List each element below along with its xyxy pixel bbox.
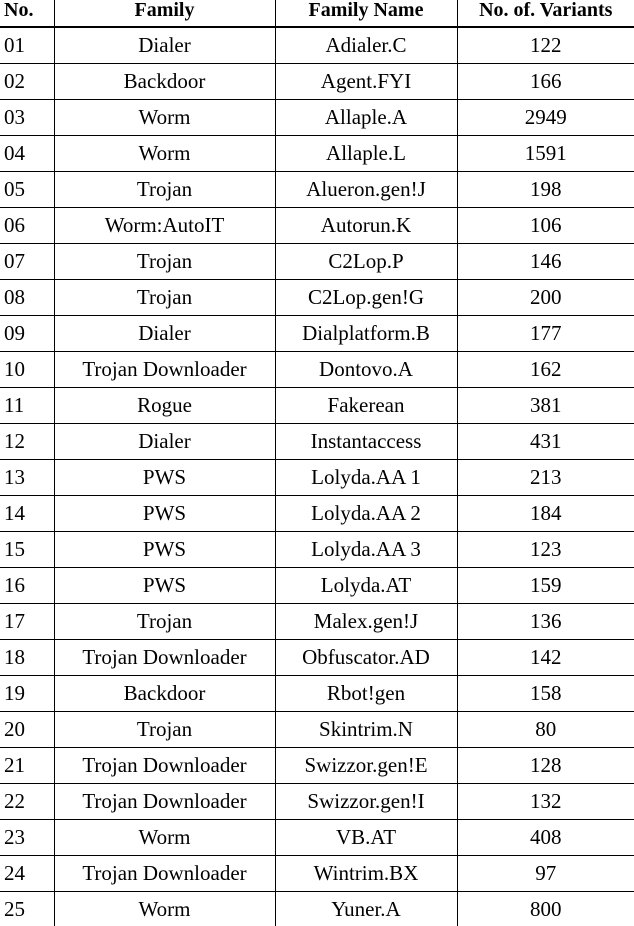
cell-no: 22 bbox=[0, 784, 54, 820]
table-row bbox=[0, 784, 634, 820]
header-row bbox=[0, 0, 634, 27]
cell-family: Worm:AutoIT bbox=[54, 208, 275, 244]
cell-variants: 2949 bbox=[457, 100, 634, 136]
cell-no: 05 bbox=[0, 172, 54, 208]
cell-no: 04 bbox=[0, 136, 54, 172]
table-row bbox=[0, 280, 634, 316]
table-row bbox=[0, 100, 634, 136]
cell-variants: 97 bbox=[457, 856, 634, 892]
cell-no: 25 bbox=[4, 897, 25, 921]
cell-family-name: C2Lop.P bbox=[275, 244, 457, 280]
table-row bbox=[0, 856, 634, 892]
cell-family-name: Rbot!gen bbox=[275, 676, 457, 712]
table-row bbox=[0, 532, 634, 568]
cell-no: 06 bbox=[0, 208, 54, 244]
cell-variants: 80 bbox=[457, 712, 634, 748]
cell-variants: 162 bbox=[457, 352, 634, 388]
cell-family: Dialer bbox=[54, 316, 275, 352]
cell-family: Backdoor bbox=[54, 676, 275, 712]
cell-family: Trojan Downloader bbox=[54, 640, 275, 676]
cell-family-name: Adialer.C bbox=[275, 27, 457, 64]
cell-no: 10 bbox=[0, 352, 54, 388]
cell-family-name: Malex.gen!J bbox=[275, 604, 457, 640]
cell-variants: 106 bbox=[457, 208, 634, 244]
cell-family-name: Wintrim.BX bbox=[275, 856, 457, 892]
cell-family-name: Dontovo.A bbox=[275, 352, 457, 388]
cell-variants: 200 bbox=[457, 280, 634, 316]
table-row bbox=[0, 64, 634, 100]
cell-family: Rogue bbox=[54, 388, 275, 424]
cell-variants: 136 bbox=[457, 604, 634, 640]
cell-family-name: Lolyda.AA 2 bbox=[275, 496, 457, 532]
cell-variants: 146 bbox=[457, 244, 634, 280]
cell-family-name: Instantaccess bbox=[275, 424, 457, 460]
cell-variants: 177 bbox=[457, 316, 634, 352]
cell-family: Trojan Downloader bbox=[54, 748, 275, 784]
table-row bbox=[0, 820, 634, 856]
cell-variants: 132 bbox=[457, 784, 634, 820]
cell-variants: 431 bbox=[457, 424, 634, 460]
cell-no: 13 bbox=[0, 460, 54, 496]
cell-family-name: Fakerean bbox=[275, 388, 457, 424]
cell-variants: 166 bbox=[457, 64, 634, 100]
cell-family: Worm bbox=[54, 136, 275, 172]
cell-family-name: VB.AT bbox=[275, 820, 457, 856]
cell-no: 07 bbox=[0, 244, 54, 280]
table-row bbox=[0, 604, 634, 640]
cell-variants: 381 bbox=[457, 388, 634, 424]
cell-variants: 213 bbox=[457, 460, 634, 496]
header-family-name: Family Name bbox=[275, 0, 457, 27]
cell-family: Dialer bbox=[54, 27, 275, 64]
cell-variants: 123 bbox=[457, 532, 634, 568]
cell-family-name: Lolyda.AA 3 bbox=[275, 532, 457, 568]
table-row bbox=[0, 640, 634, 676]
cell-variants: 184 bbox=[457, 496, 634, 532]
cell-variants: 1591 bbox=[457, 136, 634, 172]
cell-family-name: C2Lop.gen!G bbox=[275, 280, 457, 316]
cell-family: Worm bbox=[54, 100, 275, 136]
cell-no: 12 bbox=[0, 424, 54, 460]
cell-family-name: Swizzor.gen!I bbox=[275, 784, 457, 820]
cell-variants: 158 bbox=[457, 676, 634, 712]
header-family: Family bbox=[54, 0, 275, 27]
cell-family-name: Obfuscator.AD bbox=[275, 640, 457, 676]
cell-family-name: Alueron.gen!J bbox=[275, 172, 457, 208]
cell-no: 09 bbox=[0, 316, 54, 352]
table-row bbox=[0, 388, 634, 424]
cell-family: Trojan Downloader bbox=[54, 352, 275, 388]
cell-family: Worm bbox=[54, 820, 275, 856]
table-row bbox=[0, 208, 634, 244]
cell-family: PWS bbox=[54, 460, 275, 496]
cell-family-name: Skintrim.N bbox=[275, 712, 457, 748]
cell-family: Dialer bbox=[54, 424, 275, 460]
table-row bbox=[0, 568, 634, 604]
cell-no: 19 bbox=[0, 676, 54, 712]
cell-no: 16 bbox=[0, 568, 54, 604]
cell-family-name: Allaple.A bbox=[275, 100, 457, 136]
cell-family: Trojan bbox=[54, 280, 275, 316]
table-row bbox=[0, 496, 634, 532]
table-body bbox=[0, 27, 634, 926]
cell-no: 02 bbox=[0, 64, 54, 100]
cell-no: 18 bbox=[0, 640, 54, 676]
header-no: No. bbox=[0, 0, 54, 27]
table-row bbox=[0, 244, 634, 280]
cell-family: Backdoor bbox=[54, 64, 275, 100]
cell-no: 21 bbox=[0, 748, 54, 784]
cell-variants: 122 bbox=[457, 27, 634, 64]
table-row bbox=[0, 352, 634, 388]
table-row bbox=[0, 172, 634, 208]
cell-family: PWS bbox=[54, 568, 275, 604]
table-row bbox=[0, 676, 634, 712]
cell-no: 24 bbox=[0, 856, 54, 892]
cell-no: 03 bbox=[0, 100, 54, 136]
cell-variants: 142 bbox=[457, 640, 634, 676]
table-row bbox=[0, 748, 634, 784]
cell-family: Trojan bbox=[54, 712, 275, 748]
cell-family-name: Lolyda.AA 1 bbox=[275, 460, 457, 496]
cell-family-name: Swizzor.gen!E bbox=[275, 748, 457, 784]
table-row bbox=[0, 892, 634, 926]
cell-family: Worm bbox=[54, 892, 275, 926]
table-row bbox=[0, 316, 634, 352]
cell-family: Trojan bbox=[54, 244, 275, 280]
cell-no: 20 bbox=[0, 712, 54, 748]
cell-family-name: Agent.FYI bbox=[275, 64, 457, 100]
table-row bbox=[0, 460, 634, 496]
cell-no: 14 bbox=[0, 496, 54, 532]
cell-variants: 159 bbox=[457, 568, 634, 604]
cell-family-name: Allaple.L bbox=[275, 136, 457, 172]
cell-no: 11 bbox=[0, 388, 54, 424]
cell-family-name: Lolyda.AT bbox=[275, 568, 457, 604]
cell-variants: 198 bbox=[457, 172, 634, 208]
cell-variants: 408 bbox=[457, 820, 634, 856]
cell-family: PWS bbox=[54, 496, 275, 532]
cell-variants: 800 bbox=[457, 892, 634, 926]
cell-family: PWS bbox=[54, 532, 275, 568]
table-row bbox=[0, 424, 634, 460]
cell-no: 15 bbox=[0, 532, 54, 568]
cell-no: 17 bbox=[0, 604, 54, 640]
cell-variants: 128 bbox=[457, 748, 634, 784]
cell-family-name: Autorun.K bbox=[275, 208, 457, 244]
cell-family: Trojan bbox=[54, 172, 275, 208]
cell-family: Trojan Downloader bbox=[54, 784, 275, 820]
header-variants: No. of. Variants bbox=[457, 0, 634, 27]
cell-no: 08 bbox=[0, 280, 54, 316]
table-row bbox=[0, 136, 634, 172]
cell-family: Trojan bbox=[54, 604, 275, 640]
table-row bbox=[0, 712, 634, 748]
cell-family: Trojan Downloader bbox=[54, 856, 275, 892]
cell-family-name: Yuner.A bbox=[275, 892, 457, 926]
cell-no: 23 bbox=[0, 820, 54, 856]
cell-family-name: Dialplatform.B bbox=[275, 316, 457, 352]
cell-no: 01 bbox=[0, 27, 54, 64]
table-row bbox=[0, 27, 634, 64]
